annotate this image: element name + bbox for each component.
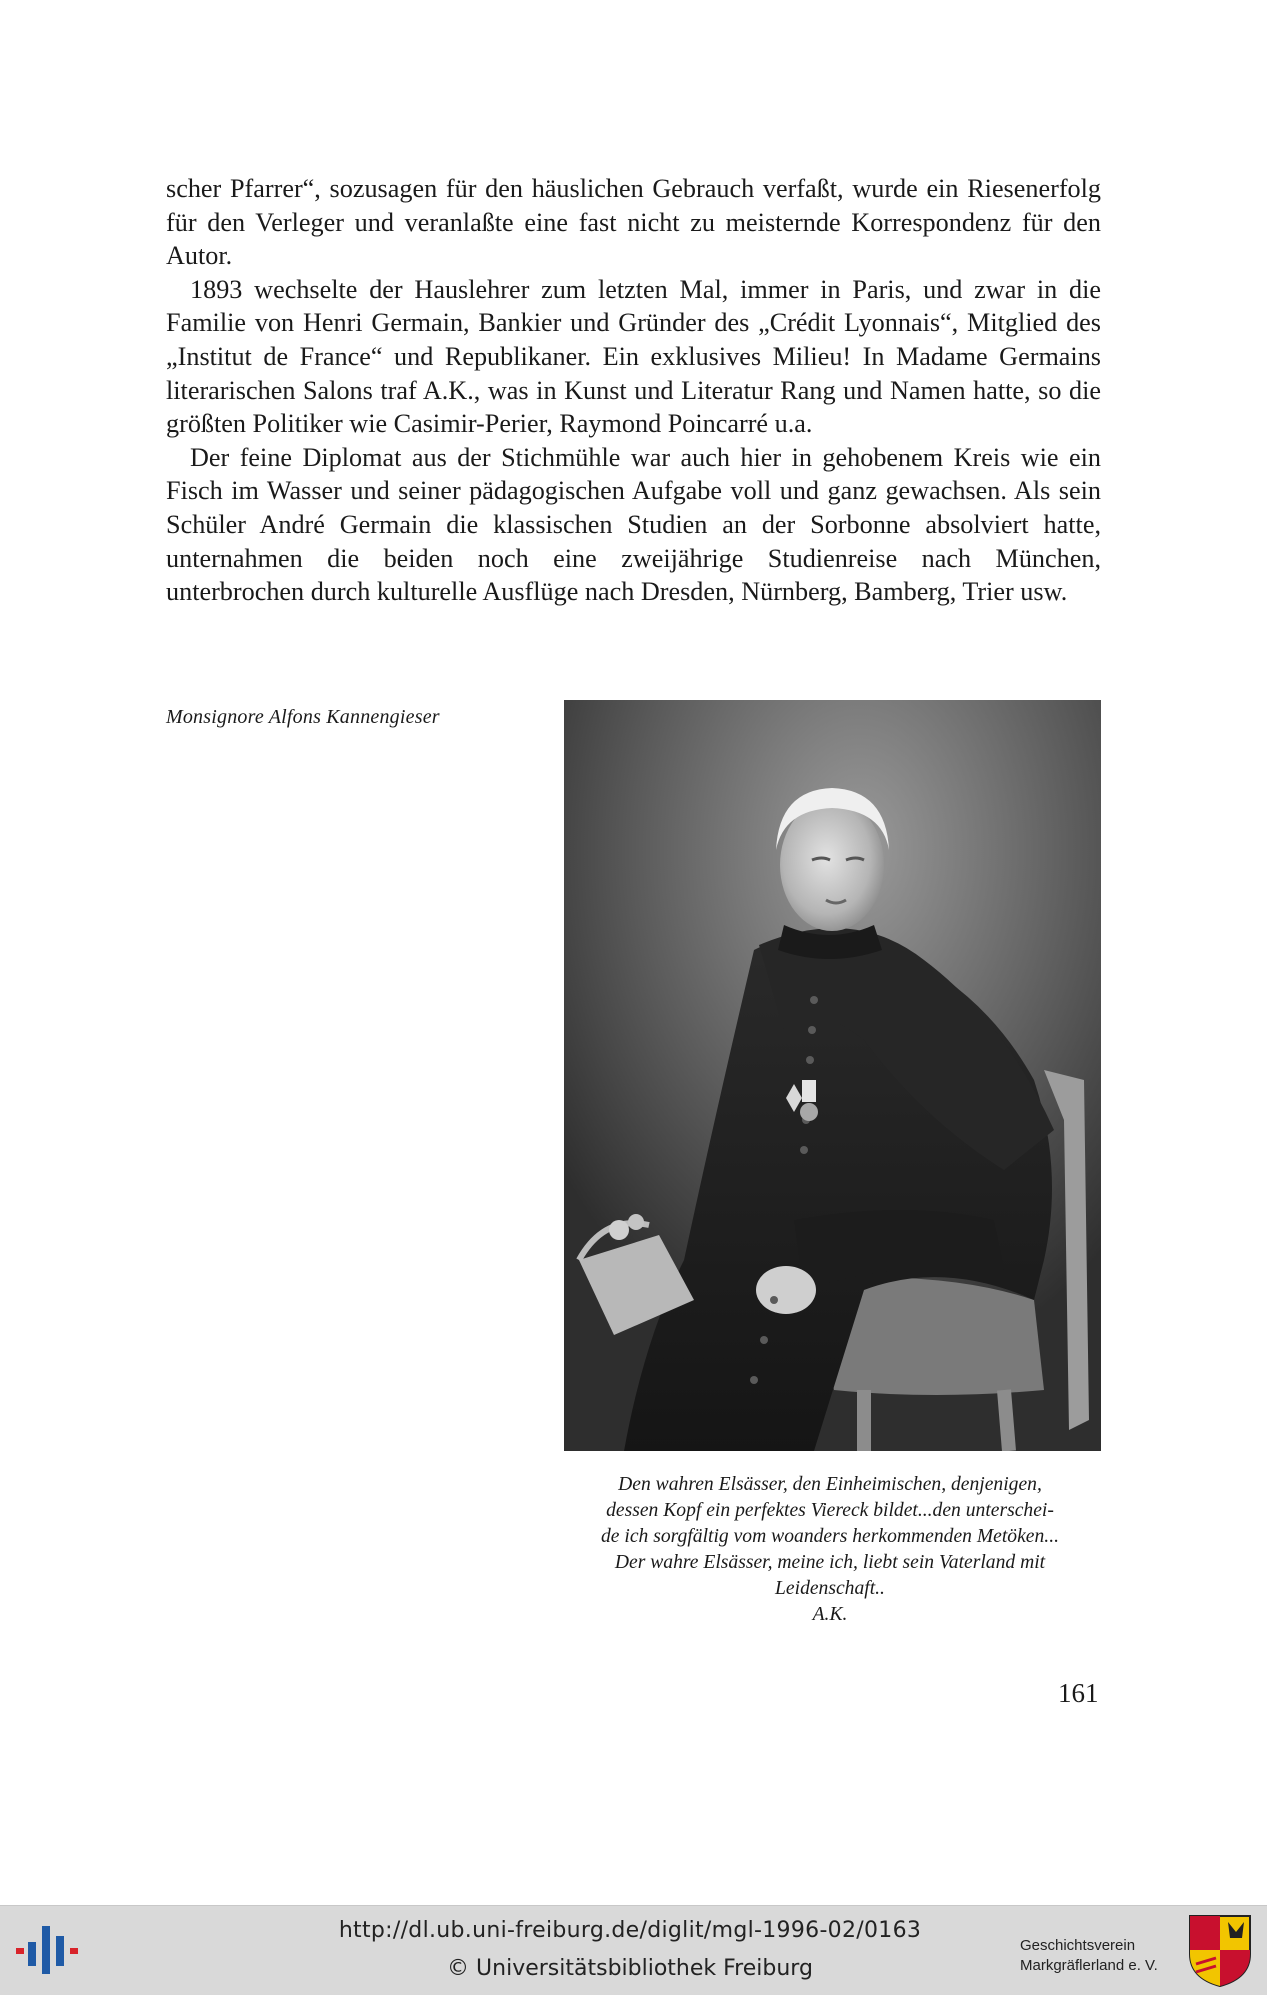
ub-freiburg-logo-icon[interactable] (16, 1922, 80, 1978)
coat-of-arms-icon (1188, 1914, 1252, 1988)
footer-bar (0, 1905, 1267, 1995)
page-number: 161 (1058, 1678, 1099, 1708)
paragraph-1: scher Pfarrer“, sozusagen für den häuslichen Gebrauch verfaßt, wurde ein Riesenerfolg für den Verleger und veranlaßte eine fast nicht zu meisternde Korrespondenz für den Autor. (166, 174, 1101, 271)
paragraph-2: 1893 wechselte der Hauslehrer zum letzten Mal, immer in Paris, und zwar in die Familie von Henri Germain, Bankier und Gründer des „Crédit Lyonnais“, Mitglied des „Institut de France“ und Republikaner. Ein exklusives Milieu! In Madame Germains literarischen Salons traf A.K., was in Kunst und Literatur Rang und Namen hatte, so die größten Politiker wie Casimir-Perier, Raymond Poincarré u.a. (166, 274, 1101, 439)
society-name-line-2: Markgräflerland e. V. (1020, 1957, 1158, 1974)
caption-line: Leidenschaft.. (775, 1578, 885, 1599)
caption-line: dessen Kopf ein perfektes Viereck bildet...den unterschei- (606, 1500, 1054, 1521)
society-name-line-1: Geschichtsverein (1020, 1937, 1136, 1954)
photo-caption (556, 1472, 1104, 1628)
document-url-link[interactable]: http://dl.ub.uni-freiburg.de/diglit/mgl-1996-02/0163 (338, 1918, 922, 1943)
paragraph-3: Der feine Diplomat aus der Stichmühle war auch hier in gehobenem Kreis wie ein Fisch im Wasser und seiner pädagogischen Aufgabe voll und ganz gewachsen. Als sein Schüler André Germain die klassischen Studien an der Sorbonne absolviert hatte, unternahmen die beiden noch eine zweijährige Studienreise nach München, unterbrochen durch kulturelle Ausflüge nach Dresden, Nürnberg, Bamberg, Trier usw. (166, 442, 1101, 607)
society-name (1020, 1936, 1180, 1976)
caption-signature: A.K. (812, 1604, 848, 1625)
copyright-text: © Universitätsbibliothek Freiburg (447, 1956, 813, 1981)
caption-line: de ich sorgfältig vom woanders herkommenden Metöken... (601, 1526, 1059, 1547)
body-text (166, 172, 1101, 609)
portrait-photo (564, 700, 1101, 1451)
caption-line: Den wahren Elsässer, den Einheimischen, denjenigen, (618, 1474, 1042, 1495)
photo-label: Monsignore Alfons Kannengieser (166, 706, 440, 728)
portrait-illustration (564, 700, 1101, 1451)
caption-line: Der wahre Elsässer, meine ich, liebt sein Vaterland mit (614, 1552, 1046, 1573)
